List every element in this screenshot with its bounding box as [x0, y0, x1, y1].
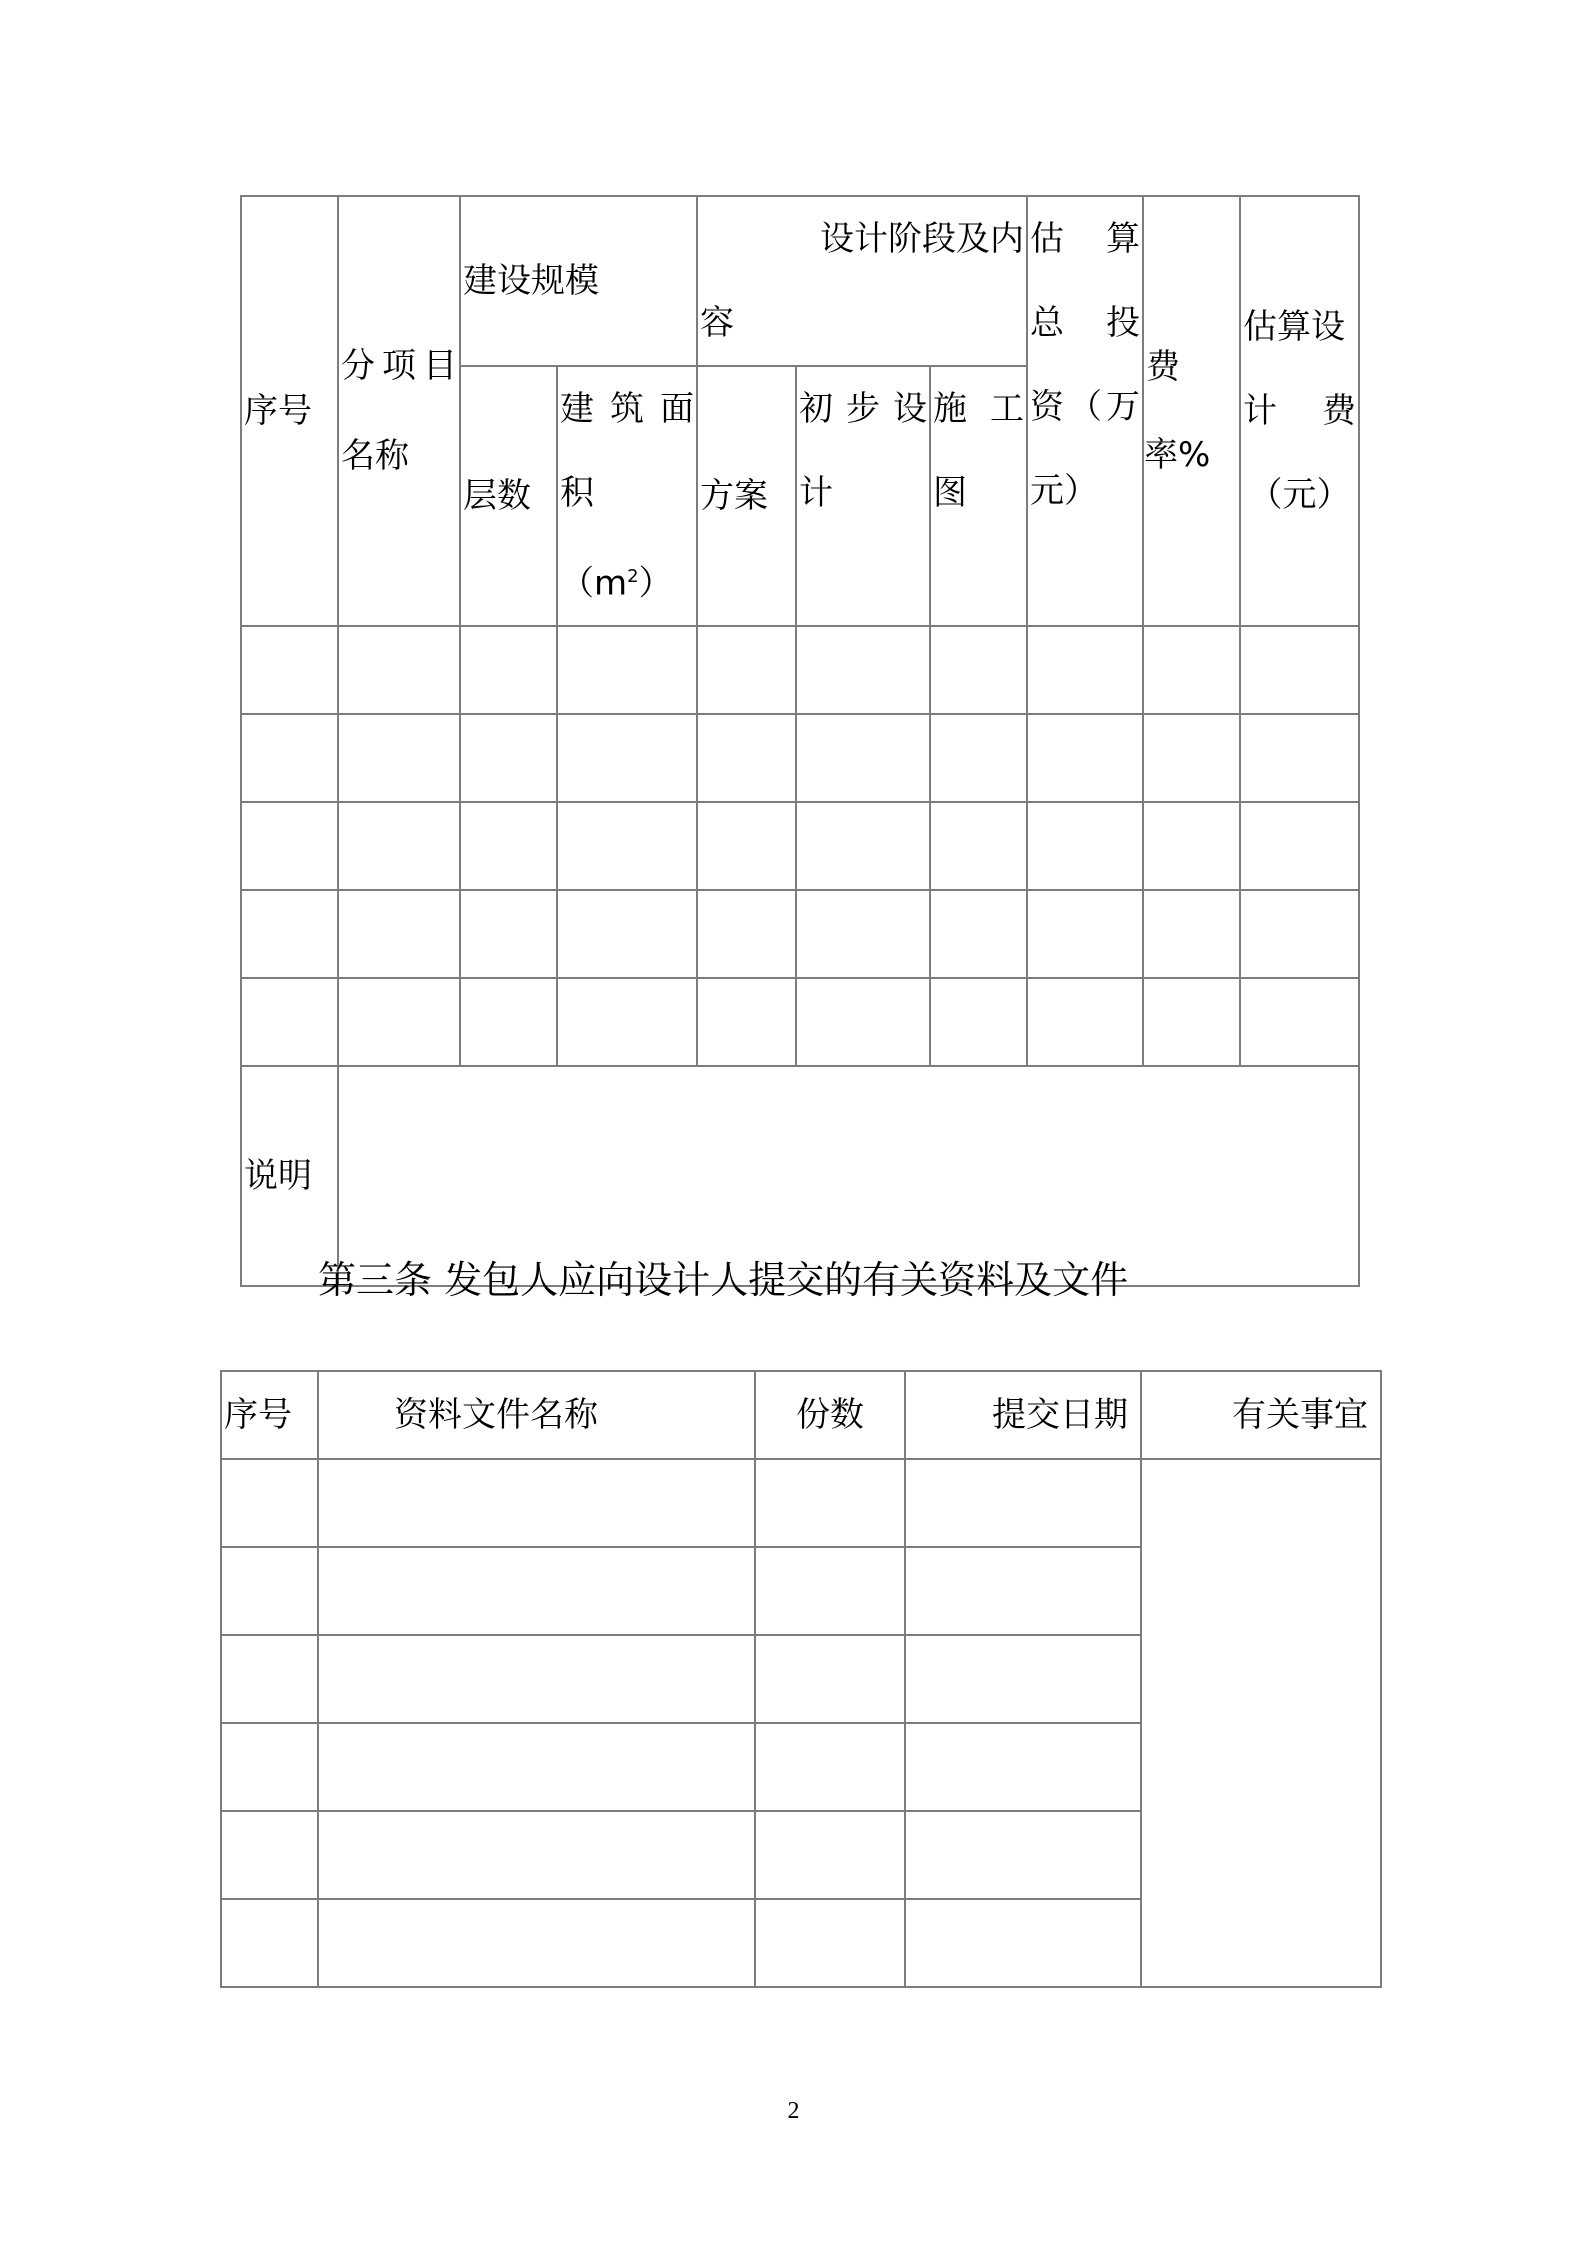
page-number: 2 — [787, 2098, 800, 2124]
header-construction-drawing: 施工 图 — [930, 366, 1027, 626]
header-submission-date: 提交日期 — [905, 1371, 1141, 1459]
header-copies: 份数 — [755, 1371, 905, 1459]
table-row — [241, 714, 1359, 802]
header-index: 序号 — [221, 1371, 318, 1459]
table-row — [241, 626, 1359, 714]
table-row — [241, 890, 1359, 978]
header-floors: 层数 — [460, 366, 557, 626]
header-related-matters: 有关事宜 — [1141, 1371, 1381, 1459]
header-floor-area: 建筑面 积$(m^2)$ — [557, 366, 697, 626]
note-label: 说明 — [241, 1066, 338, 1286]
table-row — [241, 978, 1359, 1066]
header-document-name: 资料文件名称 — [318, 1371, 755, 1459]
header-item-name: 分项目 名称 — [338, 196, 460, 626]
header-scale: 建设规模 — [460, 196, 697, 366]
table-row — [221, 1459, 1381, 1547]
header-scheme: 方案 — [697, 366, 796, 626]
table-row — [241, 802, 1359, 890]
header-fee-rate: 费率% — [1143, 196, 1240, 626]
header-preliminary-design: 初步设 计 — [796, 366, 930, 626]
header-estimated-fee: 估算设 计费 （元） — [1240, 196, 1359, 626]
header-index: 序号 — [241, 196, 338, 626]
design-content-table — [240, 195, 1360, 1287]
section-title: 第三条 发包人应向设计人提交的有关资料及文件 — [318, 1258, 1129, 1302]
header-estimated-investment: 估算 总投 资（万 元） — [1027, 196, 1143, 626]
header-design-stage: 设计阶段及内 容 — [697, 196, 1027, 366]
related-matters-cell — [1141, 1459, 1381, 1987]
documents-table — [220, 1370, 1382, 1988]
